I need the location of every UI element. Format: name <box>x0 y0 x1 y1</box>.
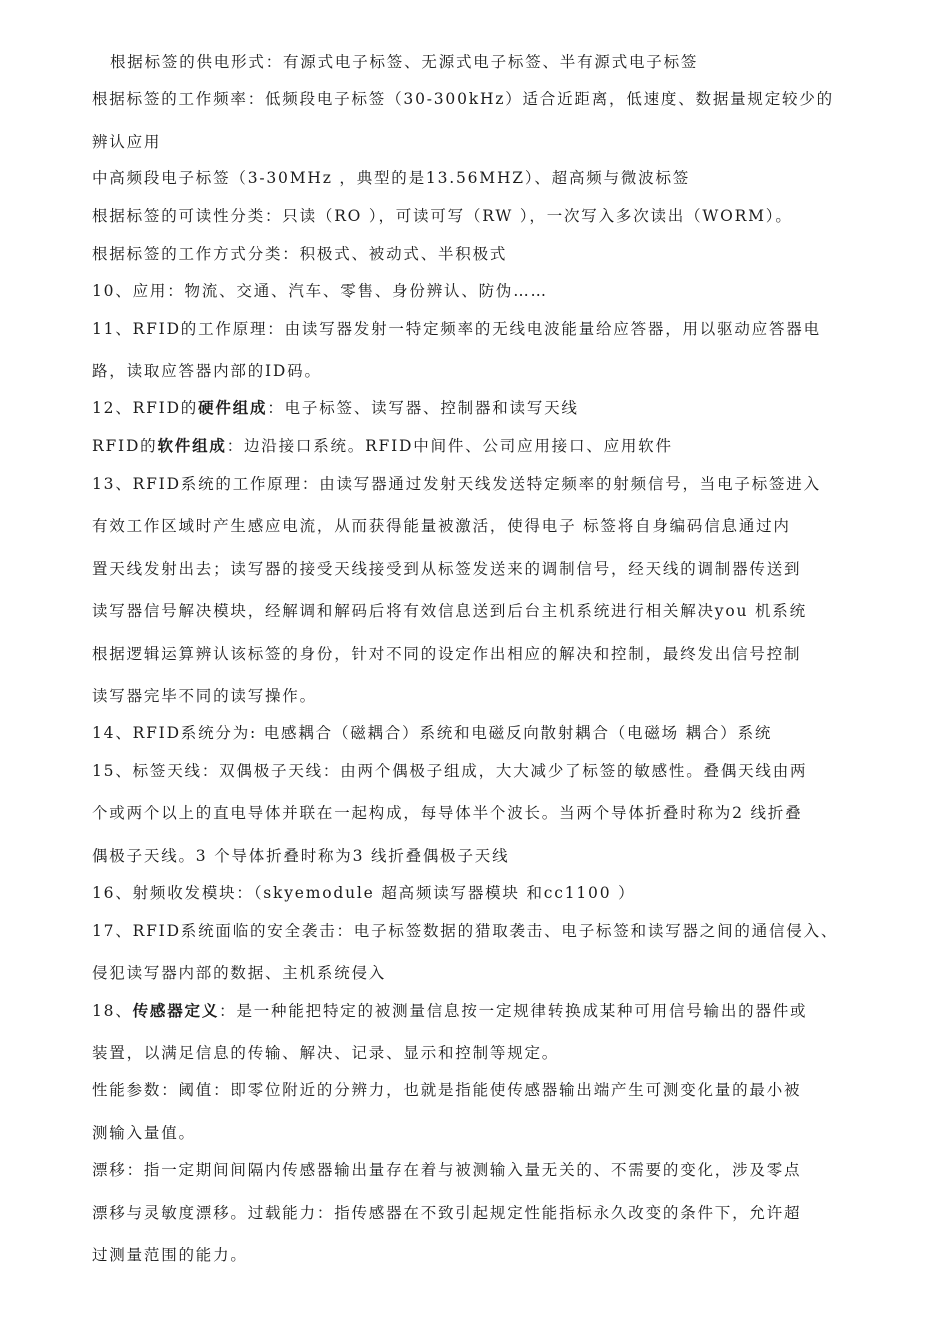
text-segment: 14、RFID系统分为: 电感耦合（磁耦合）系统和电磁反向散射耦合（电磁场 耦合）系统 <box>92 724 773 742</box>
text-segment: 读写器信号解决模块，经解调和解码后将有效信息送到后台主机系统进行相关解决you 机系统 <box>92 602 807 620</box>
text-segment: 11、RFID的工作原理：由读写器发射一特定频率的无线电波能量给应答器，用以驱动应答器电 <box>92 320 821 338</box>
bold-term: 传感器定义 <box>132 1001 220 1020</box>
text-line <box>92 600 892 622</box>
text-line <box>92 360 892 382</box>
text-line <box>92 243 892 265</box>
text-segment: ：边沿接口系统。RFID中间件、公司应用接口、应用软件 <box>226 437 673 455</box>
bold-term: 硬件组成 <box>198 398 268 417</box>
text-segment: 12、RFID的 <box>92 399 199 417</box>
text-line <box>92 1159 892 1181</box>
text-segment: 辨认应用 <box>92 133 162 151</box>
text-line <box>92 1079 892 1101</box>
text-line <box>92 882 892 904</box>
text-segment: 路，读取应答器内部的ID码。 <box>92 362 322 380</box>
text-segment: ：是一种能把特定的被测量信息按一定规律转换成某种可用信号输出的器件或 <box>219 1002 808 1020</box>
text-segment: ：电子标签、读写器、控制器和读写天线 <box>267 399 579 417</box>
text-line <box>92 722 892 744</box>
text-line <box>92 397 892 419</box>
text-line <box>92 1042 892 1064</box>
text-segment: 漂移：指一定期间间隔内传感器输出量存在着与被测输入量无关的、不需要的变化，涉及零点 <box>92 1161 802 1179</box>
text-line <box>92 1122 892 1144</box>
text-line <box>92 1000 892 1022</box>
text-line <box>92 280 892 302</box>
text-segment: 13、RFID系统的工作原理：由读写器通过发射天线发送特定频率的射频信号，当电子标签进入 <box>92 475 821 493</box>
text-line <box>110 51 910 73</box>
text-line <box>92 920 892 942</box>
text-line <box>92 558 892 580</box>
text-line <box>92 318 892 340</box>
text-segment: 有效工作区域时产生感应电流，从而获得能量被激活，使得电子 标签将自身编码信息通过内 <box>92 517 791 535</box>
text-line <box>92 685 892 707</box>
text-segment: 偶极子天线。3 个导体折叠时称为3 线折叠偶极子天线 <box>92 847 510 865</box>
text-segment: 置天线发射出去；读写器的接受天线接受到从标签发送来的调制信号，经天线的调制器传送到 <box>92 560 802 578</box>
text-segment: 根据逻辑运算辨认该标签的身份，针对不同的设定作出相应的解决和控制，最终发出信号控制 <box>92 645 802 663</box>
text-line <box>92 167 892 189</box>
bold-term: 软件组成 <box>157 436 227 455</box>
text-line <box>92 802 892 824</box>
text-line <box>92 88 892 110</box>
text-segment: 漂移与灵敏度漂移。过载能力：指传感器在不致引起规定性能指标永久改变的条件下，允许超 <box>92 1204 802 1222</box>
text-line <box>92 515 892 537</box>
text-segment: 装置，以满足信息的传输、解决、记录、显示和控制等规定。 <box>92 1044 560 1062</box>
text-line <box>92 473 892 495</box>
text-line <box>92 643 892 665</box>
text-line <box>92 845 892 867</box>
text-segment: 过测量范围的能力。 <box>92 1246 248 1264</box>
text-segment: 10、应用：物流、交通、汽车、零售、身份辨认、防伪…… <box>92 282 548 300</box>
text-segment: 性能参数：阈值：即零位附近的分辨力，也就是指能使传感器输出端产生可测变化量的最小被 <box>92 1081 802 1099</box>
text-segment: 根据标签的工作频率：低频段电子标签（30-300kHz）适合近距离，低速度、数据量规定较少的 <box>92 90 834 108</box>
text-segment: 根据标签的工作方式分类：积极式、被动式、半积极式 <box>92 245 508 263</box>
text-segment: 侵犯读写器内部的数据、主机系统侵入 <box>92 964 387 982</box>
text-line <box>92 962 892 984</box>
text-segment: 测输入量值。 <box>92 1124 196 1142</box>
text-line <box>92 205 892 227</box>
text-segment: 读写器完毕不同的读写操作。 <box>92 687 317 705</box>
text-segment: 16、射频收发模块：（skyemodule 超高频读写器模块 和cc1100 ） <box>92 884 636 902</box>
text-segment: 根据标签的供电形式：有源式电子标签、无源式电子标签、半有源式电子标签 <box>110 53 699 71</box>
text-segment: 根据标签的可读性分类：只读（RO ），可读可写（RW ），一次写入多次读出（WORM）。 <box>92 207 793 225</box>
text-segment: RFID的 <box>92 437 158 455</box>
text-segment: 15、标签天线：双偶极子天线：由两个偶极子组成，大大减少了标签的敏感性。叠偶天线由两 <box>92 762 808 780</box>
text-line <box>92 131 892 153</box>
text-segment: 18、 <box>92 1002 133 1020</box>
text-line <box>92 1202 892 1224</box>
text-line <box>92 1244 892 1266</box>
text-segment: 中高频段电子标签（3-30MHz ，典型的是13.56MHZ）、超高频与微波标签 <box>92 169 691 187</box>
text-segment: 个或两个以上的直电导体并联在一起构成，每导体半个波长。当两个导体折叠时称为2 线折叠 <box>92 804 803 822</box>
text-segment: 17、RFID系统面临的安全袭击：电子标签数据的猎取袭击、电子标签和读写器之间的通信侵入、 <box>92 922 839 940</box>
text-line <box>92 760 892 782</box>
text-line <box>92 435 892 457</box>
